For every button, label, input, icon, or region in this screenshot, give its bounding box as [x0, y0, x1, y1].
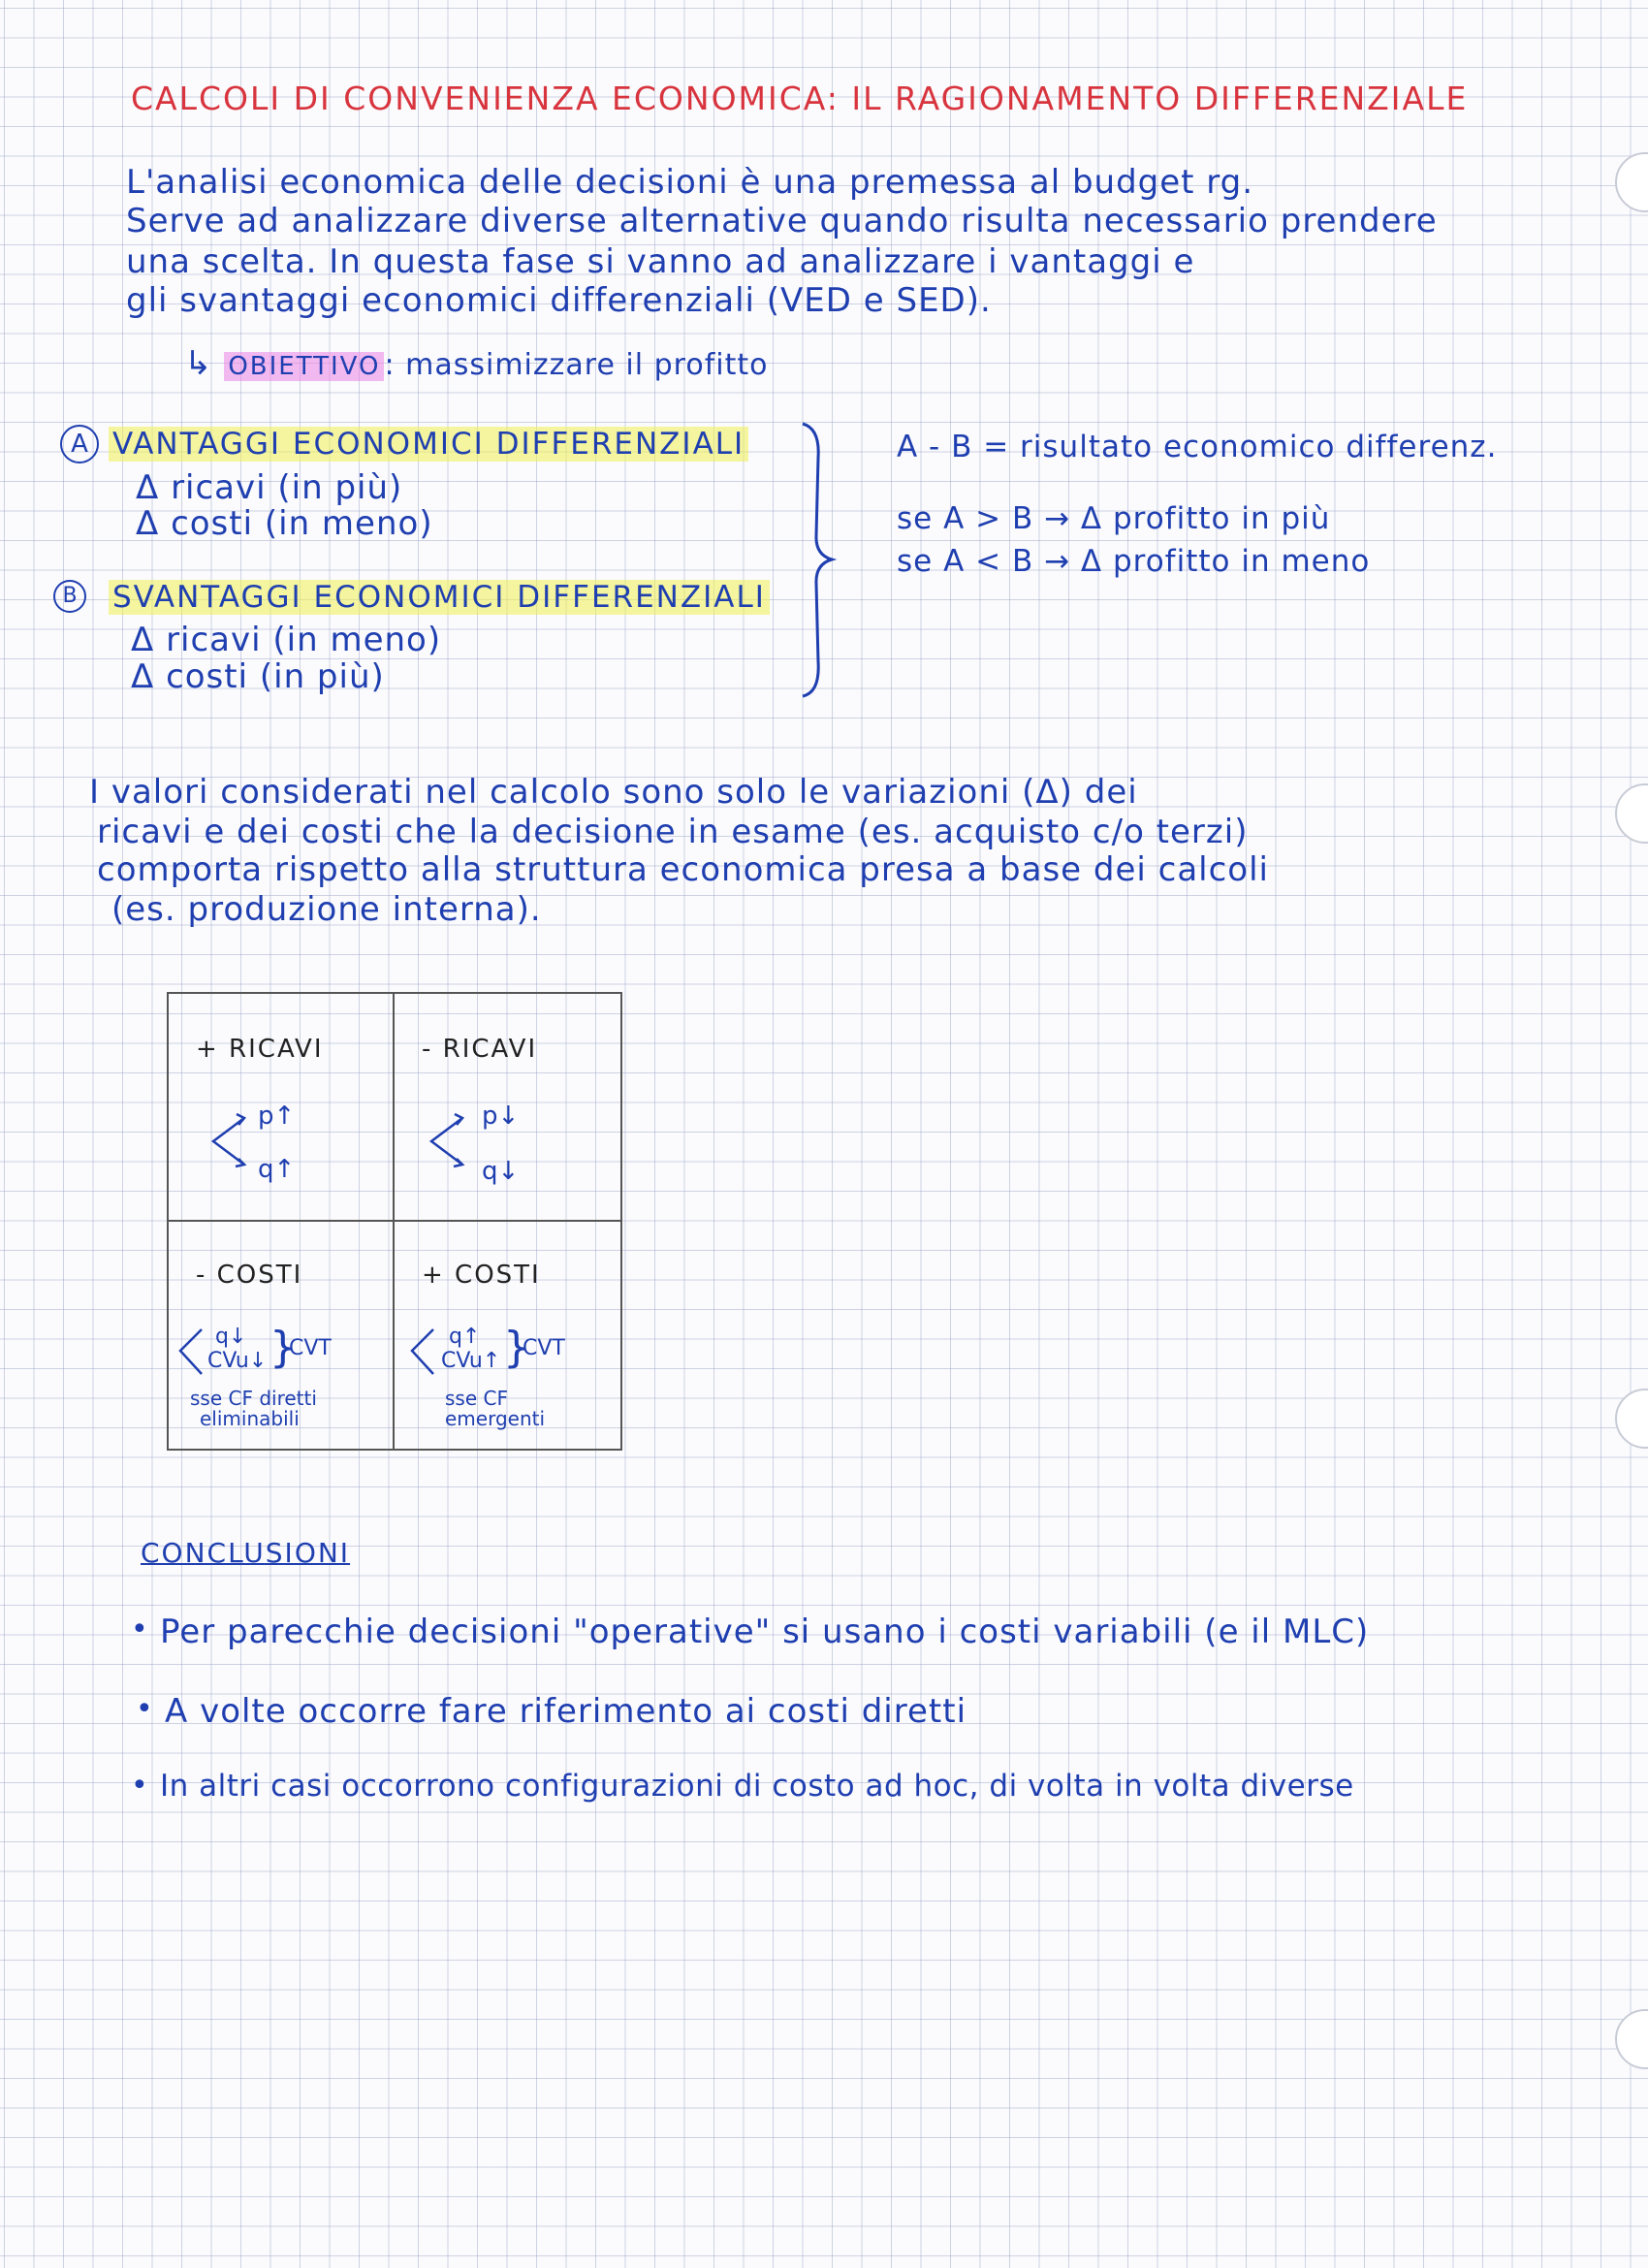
quantity-down: q↓ [215, 1324, 247, 1349]
values-line-2: ricavi e dei costi che la decisione in esame (es. acquisto c/o terzi) [97, 813, 1249, 851]
bullet-dot: • [131, 1769, 148, 1803]
quantity-down: q↓ [482, 1157, 520, 1186]
unit-variable-cost-down: CVu↓ [207, 1348, 268, 1373]
result-line-1: A - B = risultato economico differenz. [897, 430, 1498, 464]
section-a-title [109, 427, 748, 462]
section-a-letter: A [71, 430, 88, 459]
values-line-1: I valori considerati nel calcolo sono solo le variazioni (Δ) dei [89, 773, 1138, 812]
intro-line-4: gli svantaggi economici differenziali (VED e SED). [126, 281, 992, 320]
brace-symbol: } [503, 1322, 530, 1372]
diverging-arrows-icon [174, 1324, 207, 1382]
objective-arrow: ↳ [184, 344, 213, 383]
section-b-marker [53, 580, 86, 613]
fixed-cost-note-1: sse CF diretti [190, 1386, 317, 1410]
price-down: p↓ [482, 1102, 520, 1131]
revenue-cost-matrix [167, 992, 622, 1451]
objective-line [184, 344, 769, 383]
section-a-item-2: Δ costi (in meno) [136, 504, 433, 543]
diverging-arrows-icon [424, 1108, 472, 1176]
conclusions-heading: CONCLUSIONI [141, 1537, 351, 1569]
cell-plus-costi [395, 1222, 620, 1450]
cell-minus-costi [169, 1222, 395, 1450]
section-a-title-text: VANTAGGI ECONOMICI DIFFERENZIALI [109, 427, 748, 462]
binder-hole [1615, 1389, 1648, 1449]
fixed-cost-note-1: sse CF [445, 1386, 508, 1410]
cell-label: + RICAVI [196, 1035, 324, 1064]
section-b-item-2: Δ costi (in più) [131, 657, 385, 696]
values-line-3: comporta rispetto alla struttura economica presa a base dei calcoli [97, 850, 1270, 889]
section-b-title [109, 580, 770, 615]
fixed-cost-note-2: emergenti [445, 1406, 546, 1430]
cell-plus-ricavi [169, 994, 395, 1222]
page-title: CALCOLI DI CONVENIENZA ECONOMICA: IL RAGIONAMENTO DIFFERENZIALE [131, 80, 1469, 117]
section-a-item-1: Δ ricavi (in più) [136, 468, 403, 507]
cell-label: - RICAVI [422, 1035, 538, 1064]
intro-line-1: L'analisi economica delle decisioni è una premessa al budget rg. [126, 163, 1254, 202]
values-line-4: (es. produzione interna). [111, 890, 542, 929]
result-line-3: se A < B → Δ profitto in meno [897, 544, 1371, 579]
objective-label: OBIETTIVO [224, 352, 384, 381]
bullet-dot: • [136, 1692, 153, 1726]
cell-minus-ricavi [395, 994, 620, 1222]
binder-hole [1615, 152, 1648, 212]
section-b-letter: B [62, 584, 78, 608]
fixed-cost-note-2: eliminabili [200, 1406, 300, 1430]
price-up: p↑ [258, 1102, 296, 1131]
conclusion-bullet-1: Per parecchie decisioni "operative" si usano i costi variabili (e il MLC) [160, 1613, 1370, 1651]
conclusion-bullet-2: A volte occorre fare riferimento ai costi diretti [165, 1692, 967, 1731]
cell-label: - COSTI [196, 1260, 303, 1290]
binder-hole [1615, 783, 1648, 844]
total-variable-cost: CVT [289, 1335, 332, 1360]
objective-text: : massimizzare il profitto [384, 348, 769, 382]
result-line-2: se A > B → Δ profitto in più [897, 501, 1331, 536]
conclusion-bullet-3: In altri casi occorrono configurazioni di costo ad hoc, di volta in volta diverse [160, 1769, 1354, 1804]
bullet-dot: • [131, 1613, 148, 1646]
binder-hole [1615, 2009, 1648, 2069]
quantity-up: q↑ [258, 1155, 296, 1184]
unit-variable-cost-up: CVu↑ [441, 1348, 501, 1373]
cell-label: + COSTI [422, 1260, 541, 1290]
diverging-arrows-icon [406, 1324, 439, 1382]
intro-line-2: Serve ad analizzare diverse alternative quando risulta necessario prendere [126, 202, 1438, 240]
diverging-arrows-icon [206, 1108, 254, 1176]
intro-line-3: una scelta. In questa fase si vanno ad analizzare i vantaggi e [126, 242, 1195, 281]
total-variable-cost: CVT [523, 1335, 565, 1360]
curly-brace-icon [783, 419, 841, 700]
section-b-item-1: Δ ricavi (in meno) [131, 621, 442, 659]
brace-symbol: } [269, 1322, 297, 1372]
section-a-marker [60, 425, 99, 463]
section-b-title-text: SVANTAGGI ECONOMICI DIFFERENZIALI [109, 580, 770, 615]
quantity-up: q↑ [449, 1324, 481, 1349]
